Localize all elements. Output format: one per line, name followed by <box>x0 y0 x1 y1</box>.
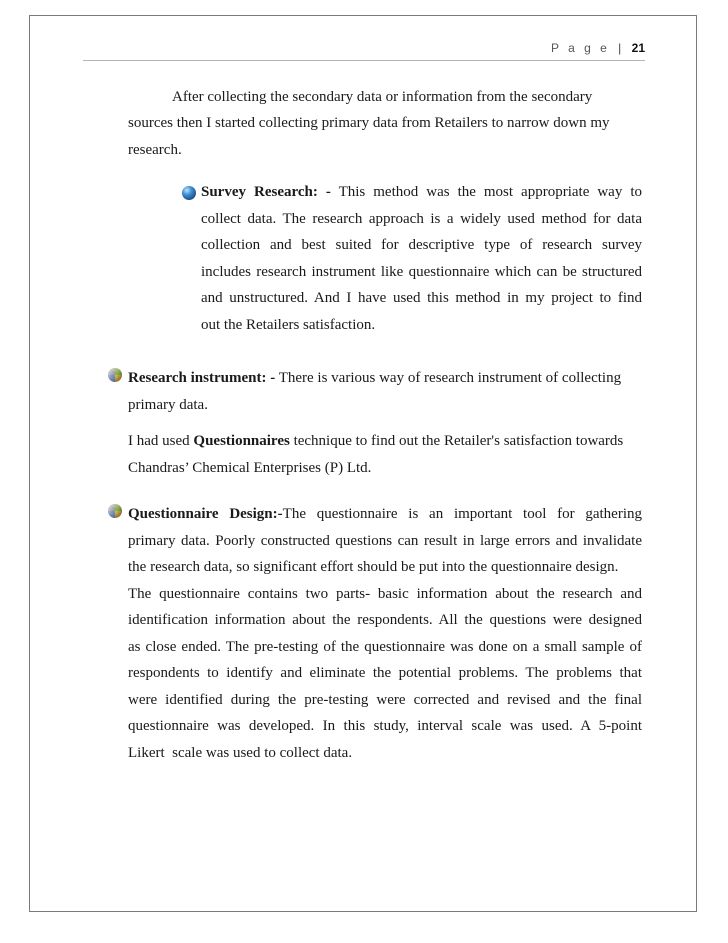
design-line-9: questionnaire was developed. In this study, interval scale was used. A 5-point <box>128 718 642 734</box>
intro-line-3: research. <box>128 142 182 158</box>
design-line-8: were identified during the pre-testing were corrected and revised and the final <box>128 692 642 708</box>
globe-bullet-icon <box>108 504 122 518</box>
design-line-4: The questionnaire contains two parts- basic information about the research and <box>128 586 642 602</box>
design-line-7: respondents to identify and eliminate the potential problems. The problems that <box>128 665 642 681</box>
page-number: 21 <box>631 41 645 55</box>
survey-line-4: includes research instrument like questionnaire which can be structured <box>201 264 642 280</box>
instrument-text: There is various way of research instrument of collecting <box>278 370 622 386</box>
instrument-heading: Research instrument: - <box>128 370 276 386</box>
globe-bullet-icon <box>182 186 196 200</box>
instrument-para2-line-1 <box>128 428 642 455</box>
design-line-1 <box>128 501 642 528</box>
survey-line-2: collect data. The research approach is a widely used method for data <box>201 211 642 227</box>
survey-text: This method was the most appropriate way to <box>338 184 642 200</box>
questionnaires-term: Questionnaires <box>193 433 290 449</box>
survey-line-5: and unstructured. And I have used this method in my project to find <box>201 290 642 306</box>
design-line-2: primary data. Poorly constructed questions can result in large errors and invalidate <box>128 533 642 549</box>
instrument-line-1 <box>128 365 642 392</box>
instrument-para2-line-2: Chandras’ Chemical Enterprises (P) Ltd. <box>128 460 372 476</box>
header-rule <box>83 60 645 61</box>
page-header <box>551 41 645 55</box>
design-line-5: identification information about the respondents. All the questions were designed <box>128 612 642 628</box>
survey-line-1 <box>201 179 642 206</box>
design-line-10: Likert scale was used to collect data. <box>128 745 353 761</box>
design-line-3: the research data, so significant effort should be put into the questionnaire design. <box>128 559 619 575</box>
design-heading: Questionnaire Design:- <box>128 506 283 522</box>
globe-bullet-icon <box>108 368 122 382</box>
intro-line-1: After collecting the secondary data or information from the secondary <box>172 89 593 105</box>
survey-line-3: collection and best suited for descriptive type of research survey <box>201 237 642 253</box>
instrument-para2-before: I had used <box>128 433 190 449</box>
intro-line-2: sources then I started collecting primary data from Retailers to narrow down my <box>128 115 610 131</box>
header-separator: | <box>618 41 622 55</box>
instrument-para2-after: technique to find out the Retailer's satisfaction towards <box>293 433 624 449</box>
instrument-line-2: primary data. <box>128 397 208 413</box>
survey-line-6: out the Retailers satisfaction. <box>201 317 376 333</box>
survey-heading: Survey Research: - <box>201 184 331 200</box>
page-label: P a g e <box>551 41 610 55</box>
design-line-6: as close ended. The pre-testing of the questionnaire was done on a small sample of <box>128 639 642 655</box>
design-text: The questionnaire is an important tool for gathering <box>282 506 642 522</box>
